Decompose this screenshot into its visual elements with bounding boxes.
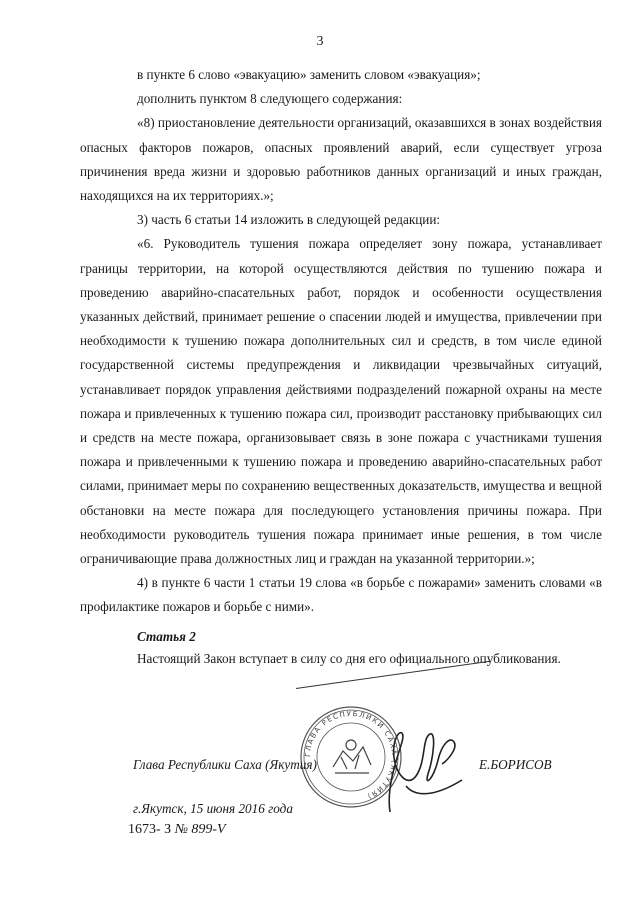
paragraph-3: «8) приостановление деятельности организаций, оказавшихся в зонах воздействия опасных факторов пожаров, опасных проявлений аварий, если существует угроза причинения вреда жизни и здоровью работников данных организаций и иных граждан, находящихся на их территориях.»; — [80, 115, 602, 204]
paragraph-5: «6. Руководитель тушения пожара определяет зону пожара, устанавливает границы территории, на которой осуществляются действия по тушению пожара и проведению аварийно-спасательных работ, порядок и особенности осуществления указанных действий, принимает решение о спасении людей и имущества, привлечении при необходимости к тушению пожара дополнительных сил и средств, в том числе единой государственной системы предупреждения и ликвидации чрезвычайных ситуаций, устанавливает порядок управления действиями подразделений пожарной охраны на месте пожара и привлеченных к тушению пожара сил, производит расстановку прибывающих сил и средств на месте пожара, организовывает связь в зоне пожара с участниками тушения пожара и привлеченными к тушению пожара и проведению аварийно-спасательных работ силами, принимает меры по сохранению вещественных доказательств, имущества и вещной обстановки на месте пожара для последующего установления причины пожара. При необходимости руководитель тушения пожара принимает иные решения, в том числе ограничивающие права должностных лиц и граждан на указанной территории.»; — [80, 236, 602, 567]
registration-number — [128, 822, 226, 838]
paragraph-1: в пункте 6 слово «эвакуацию» заменить словом «эвакуация»; — [137, 67, 481, 82]
registration-prefix: 1673- З — [128, 822, 175, 837]
svg-text:ГЛАВА РЕСПУБЛИКИ САХА (ЯКУТИЯ): ГЛАВА РЕСПУБЛИКИ САХА (ЯКУТИЯ) — [303, 709, 399, 801]
paragraph-6: 4) в пункте 6 части 1 статьи 19 слова «в борьбе с пожарами» заменить словами «в профилактике пожаров и борьбе с ними». — [80, 575, 602, 615]
article-heading: Статья 2 — [137, 629, 196, 644]
article-2 — [137, 626, 561, 670]
signer-title: Глава Республики Саха (Якутия) — [133, 757, 317, 772]
handwritten-signature — [376, 716, 466, 824]
paragraph-2: дополнить пунктом 8 следующего содержания: — [137, 91, 403, 107]
place-date: г.Якутск, 15 июня 2016 года — [133, 801, 293, 816]
signer-name: Е.БОРИСОВ — [479, 757, 552, 772]
article-text: Настоящий Закон вступает в силу со дня его официального опубликования. — [137, 651, 561, 666]
registration-law-number: № 899-V — [174, 822, 226, 837]
page-number: 3 — [316, 34, 324, 49]
document-body — [80, 63, 602, 620]
paragraph-4: 3) часть 6 статьи 14 изложить в следующей редакции: — [137, 212, 441, 228]
